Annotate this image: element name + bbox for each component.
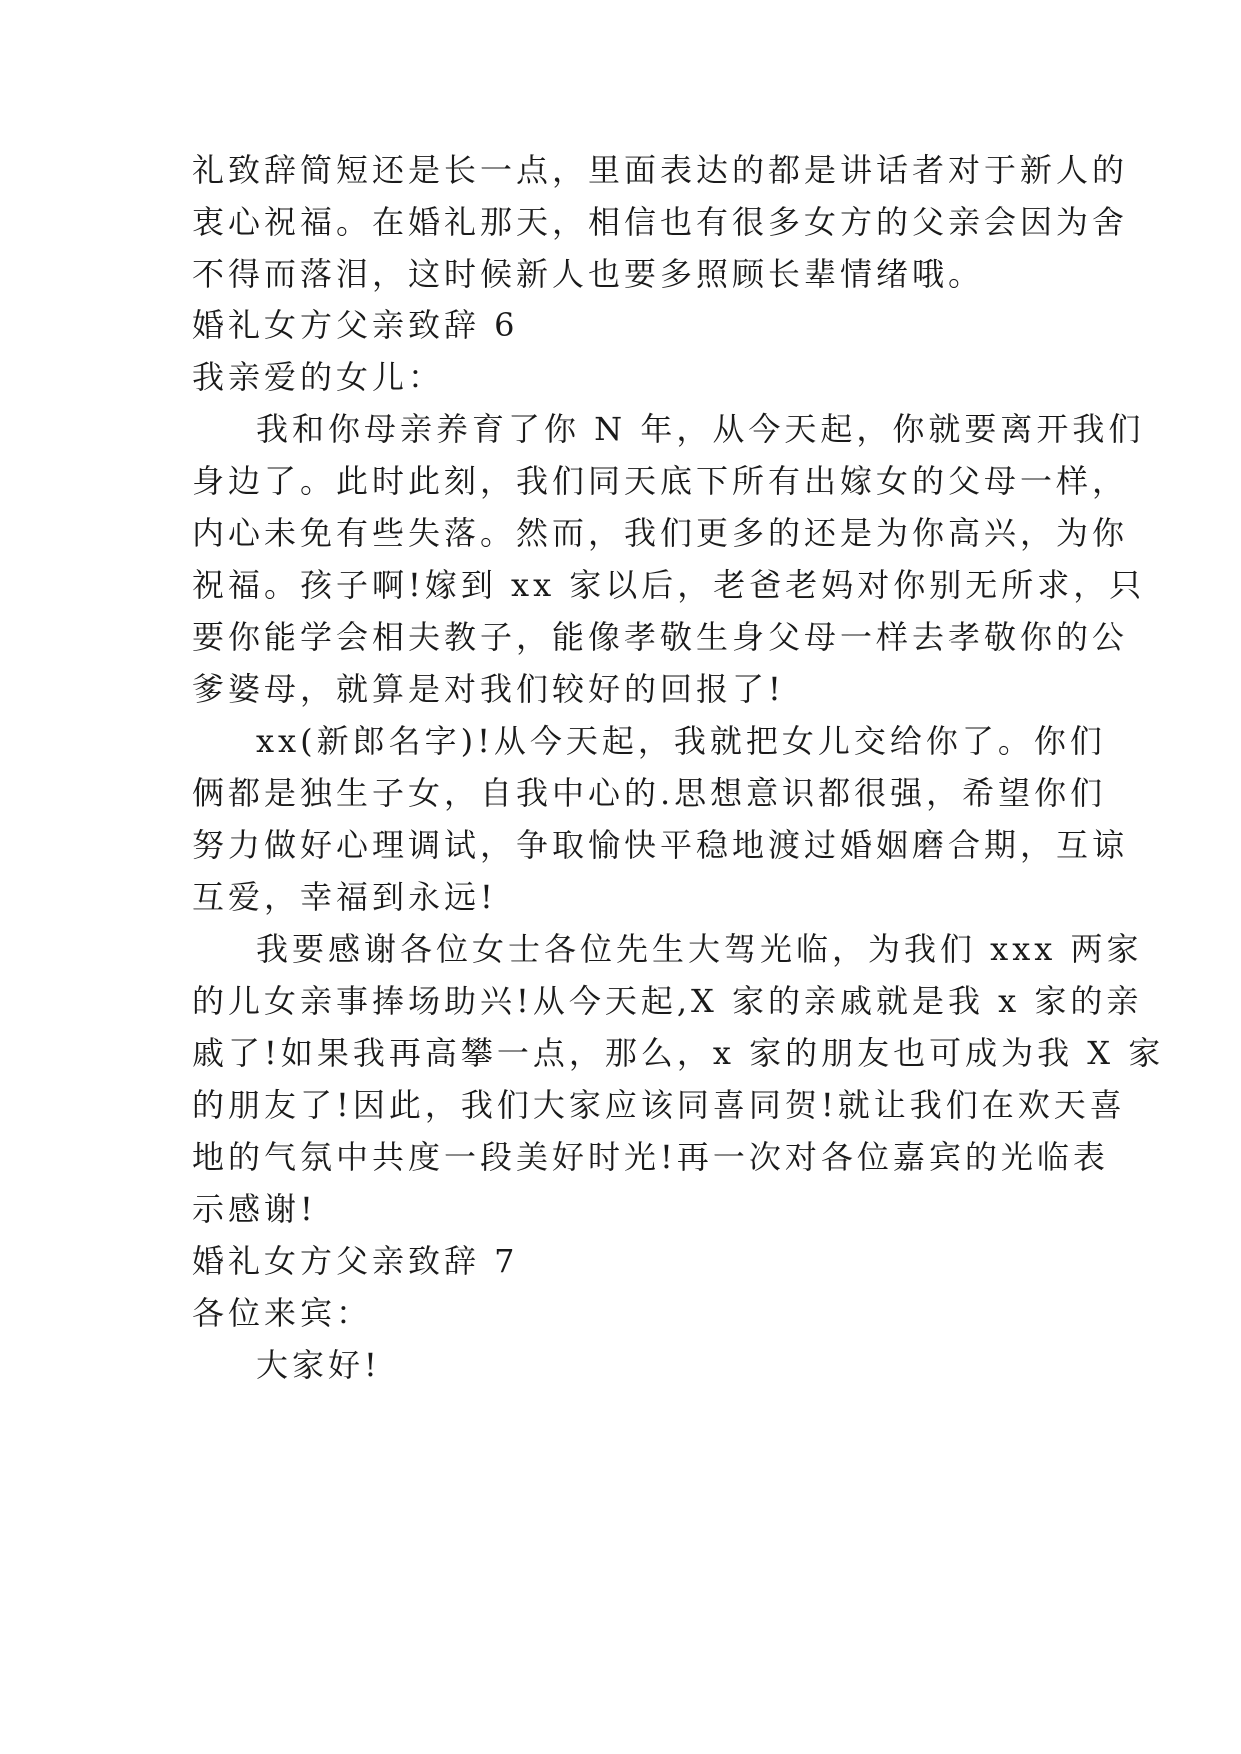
text-line: 戚了!如果我再高攀一点，那么，x 家的朋友也可成为我 X 家 [192,1034,1165,1072]
paragraph-start: 我和你母亲养育了你 N 年，从今天起，你就要离开我们 [256,410,1145,448]
paragraph-start: xx(新郎名字)!从今天起，我就把女儿交给你了。你们 [256,722,1106,760]
text-line: 礼致辞简短还是长一点，里面表达的都是讲话者对于新人的 [192,151,1129,189]
text-line: 的朋友了!因此，我们大家应该同喜同贺!就让我们在欢天喜 [192,1086,1126,1124]
text-line: 内心未免有些失落。然而，我们更多的还是为你高兴，为你 [192,514,1129,552]
paragraph-start: 大家好! [256,1346,381,1384]
text-line: 爹婆母，就算是对我们较好的回报了! [192,670,785,708]
section-heading: 婚礼女方父亲致辞 7 [192,1242,519,1280]
text-line: 俩都是独生子女，自我中心的.思想意识都很强，希望你们 [192,774,1107,812]
text-line: 要你能学会相夫教子，能像孝敬生身父母一样去孝敬你的公 [192,618,1129,656]
text-line: 不得而落泪，这时候新人也要多照顾长辈情绪哦。 [192,255,985,293]
text-line: 示感谢! [192,1190,317,1228]
text-line: 身边了。此时此刻，我们同天底下所有出嫁女的父母一样， [192,462,1129,500]
text-line: 衷心祝福。在婚礼那天，相信也有很多女方的父亲会因为舍 [192,203,1129,241]
section-heading: 婚礼女方父亲致辞 6 [192,306,519,344]
salutation: 我亲爱的女儿： [192,358,445,396]
text-line: 努力做好心理调试，争取愉快平稳地渡过婚姻磨合期，互谅 [192,826,1129,864]
paragraph-start: 我要感谢各位女士各位先生大驾光临，为我们 xxx 两家 [256,930,1143,968]
text-line: 地的气氛中共度一段美好时光!再一次对各位嘉宾的光临表 [192,1138,1109,1176]
text-line: 的儿女亲事捧场助兴!从今天起,X 家的亲戚就是我 x 家的亲 [192,982,1143,1020]
text-line: 互爱，幸福到永远! [192,878,497,916]
salutation: 各位来宾： [192,1294,373,1332]
text-line: 祝福。孩子啊!嫁到 xx 家以后，老爸老妈对你别无所求，只 [192,566,1146,604]
